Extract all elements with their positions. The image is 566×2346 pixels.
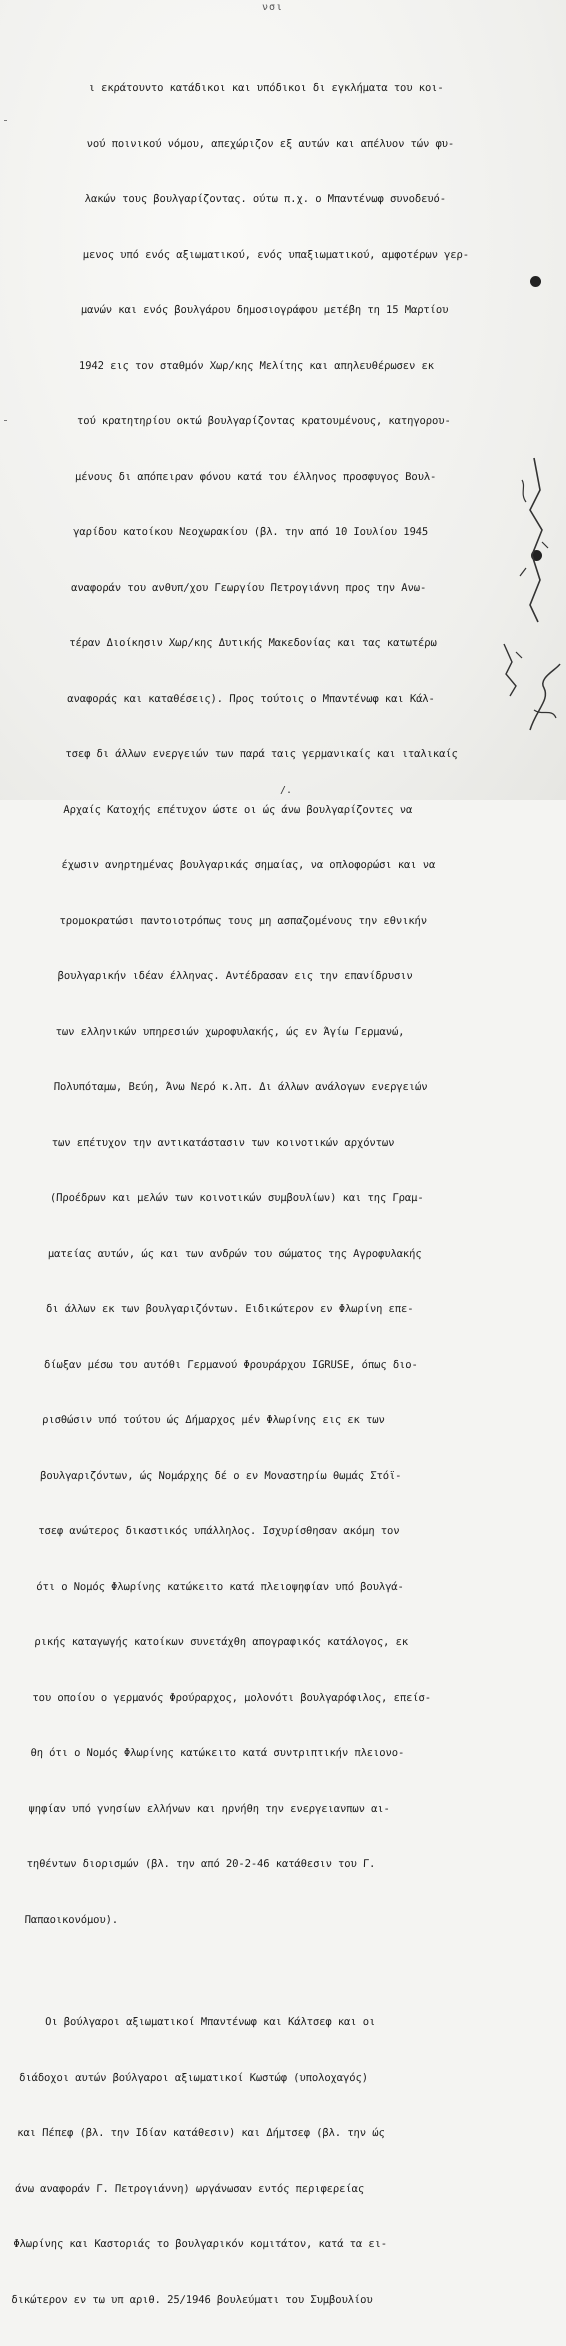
text-line: μανών και ενός βουλγάρου δημοσιογράφου μετέβη τη 15 Μαρτίου — [80, 304, 449, 316]
text-line: Φλωρίνης και Καστοριάς το βουλγαρικόν κομιτάτον, κατά τα ει- — [13, 2238, 388, 2250]
paragraph-gap — [23, 1966, 463, 1976]
text-line: ρικής καταγωγής κατοίκων συνετάχθη απογραφικός κατάλογος, εκ — [34, 1636, 409, 1648]
text-line: έχωσιν ανηρτημένας βουλγαρικάς σημαίας, να οπλοφορώσι και να — [61, 859, 436, 871]
margin-signature — [512, 450, 552, 630]
text-line: ρισθώσιν υπό τούτου ώς Δήμαρχος μέν Φλωρίνης εις εκ των — [41, 1414, 385, 1426]
text-line: αναφοράς και καταθέσεις). Προς τούτοις ο Μπαντένωφ και Κάλ- — [67, 692, 435, 705]
text-line: ότι ο Νομός Φλωρίνης κατώκειτο κατά πλειοψηφίαν υπό βουλγά- — [36, 1580, 404, 1593]
text-line: των επέτυχον την αντικατάστασιν των κοινοτικών αρχόντων — [51, 1136, 395, 1149]
text-line: μένους δι απόπειραν φόνου κατά του έλληνος προσφυγος Βουλ- — [74, 470, 437, 483]
text-line: βουλγαρικήν ιδέαν έλληνας. Αντέδρασαν εις την επανίδρυσιν — [57, 970, 413, 982]
punch-hole — [530, 276, 541, 287]
document-body — [10, 42, 530, 2346]
edge-mark — [4, 120, 7, 121]
text-line: του οποίου ο γερμανός Φρούραρχος, μολονότι βουλγαρόφιλος, επείσ- — [32, 1691, 432, 1704]
text-line: θη ότι ο Νομός Φλωρίνης κατώκειτο κατά συντριπτικήν πλειονο- — [30, 1747, 405, 1759]
text-line: ματείας αυτών, ώς και των ανδρών του σώματος της Αγροφυλακής — [47, 1247, 422, 1260]
text-line: τσεφ δι άλλων ενεργειών των παρά ταις γερμανικαίς και ιταλικαίς — [65, 748, 458, 760]
text-line: τρομοκρατώσι παντοιοτρόπως τους μη ασπαζομένους την εθνικήν — [59, 914, 428, 927]
corner-signature — [526, 660, 564, 740]
text-line: νού ποινικού νόμου, απεχώριζον εξ αυτών και απέλυον τών φυ- — [86, 137, 455, 150]
text-line: και Πέπεφ (βλ. την Ιδίαν κατάθεσιν) και Δήμτσεφ (βλ. την ώς — [16, 2127, 385, 2139]
text-line: 1942 εις τον σταθμόν Χωρ/κης Μελίτης και απηλευθέρωσεν εκ — [78, 359, 435, 372]
text-line: αναφοράν του ανθυπ/χου Γεωργίου Πετρογιάννη προς την Ανω- — [70, 581, 427, 594]
text-line: δικώτερον εν τω υπ αριθ. 25/1946 βουλεύματι του Συμβουλίου — [11, 2293, 373, 2306]
text-line: διάδοχοι αυτών βούλγαροι αξιωματικοί Κωστώφ (υπολοχαγός) — [18, 2071, 369, 2084]
text-line: ι εκράτουντο κατάδικοι και υπόδικοι δι εγκλήματα του κοι- — [88, 82, 444, 94]
margin-initials — [498, 640, 528, 700]
edge-mark — [4, 420, 7, 421]
page-mark: νσι — [262, 2, 284, 13]
text-line: Οι βούλγαροι αξιωματικοί Μπαντένωφ και Κάλτσεφ και οι — [44, 2016, 376, 2028]
end-mark: /. — [280, 785, 293, 796]
text-line: δι άλλων εκ των βουλγαριζόντων. Ειδικώτερον εν Φλωρίνη επε- — [45, 1303, 414, 1315]
text-line: τέραν Διοίκησιν Χωρ/κης Δυτικής Μακεδονίας και τας κατωτέρω — [69, 637, 437, 649]
text-line: Παπαοικονόμου). — [24, 1913, 119, 1926]
text-line: λακών τους βουλγαρίζοντας. ούτω π.χ. ο Μπαντένωφ συνοδευό- — [84, 193, 447, 205]
text-line: άνω αναφοράν Γ. Πετρογιάννη) ωργάνωσαν εντός περιφερείας — [15, 2182, 365, 2195]
text-line: μενος υπό ενός αξιωματικού, ενός υπαξιωματικού, αμφοτέρων γερ- — [82, 248, 470, 261]
text-line: τσεφ ανώτερος δικαστικός υπάλληλος. Ισχυρίσθησαν ακόμη τον — [38, 1525, 400, 1537]
text-line: ψηφίαν υπό γνησίων ελλήνων και ηρνήθη την ενεργειανπων αι- — [28, 1802, 390, 1815]
text-line: των ελληνικών υπηρεσιών χωροφυλακής, ώς εν Άγίω Γερμανώ, — [55, 1025, 405, 1038]
text-line: (Προέδρων και μελών των κοινοτικών συμβουλίων) και της Γραμ- — [49, 1192, 424, 1204]
text-line: τηθέντων διορισμών (βλ. την από 20-2-46 κατάθεσιν του Γ. — [26, 1858, 376, 1870]
text-line: Αρχαίς Κατοχής επέτυχον ώστε οι ώς άνω βουλγαρίζοντες να — [63, 803, 413, 816]
text-line: βουλγαριζόντων, ώς Νομάρχης δέ ο εν Μοναστηρίω θωμάς Στόϊ- — [39, 1469, 402, 1482]
text-line: τού κρατητηρίου οκτώ βουλγαρίζοντας κρατουμένους, κατηγορου- — [76, 415, 451, 427]
text-line: δίωξαν μέσω του αυτόθι Γερμανού Φρουράρχου IGRUSE, όπως διο- — [43, 1358, 418, 1371]
text-line: γαρίδου κατοίκου Νεοχωρακίου (βλ. την από 10 Ιουλίου 1945 — [72, 526, 429, 538]
text-line: Πολυπόταμω, Βεύη, Άνω Νερό κ.λπ. Δι άλλων ανάλογων ενεργειών — [53, 1081, 428, 1093]
